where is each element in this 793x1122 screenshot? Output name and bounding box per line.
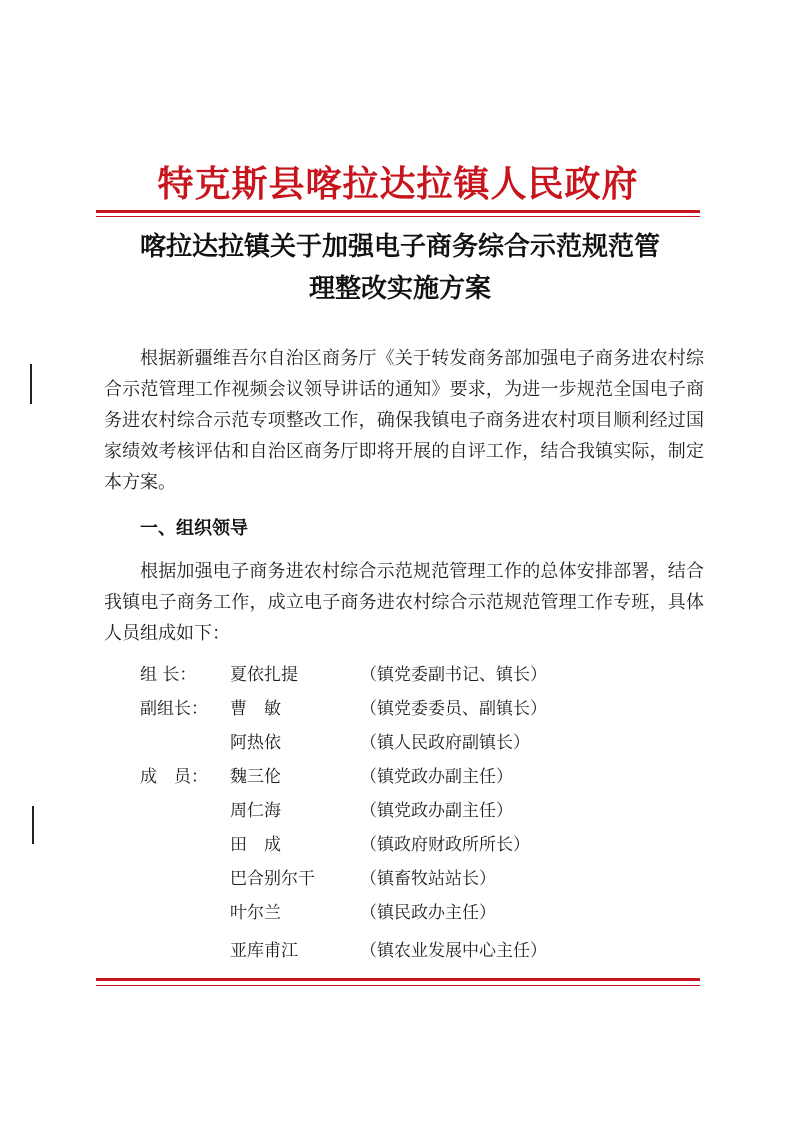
member-post: （镇农业发展中心主任） <box>360 941 547 961</box>
member-post: （镇民政办主任） <box>360 903 496 923</box>
organization-paragraph: 根据加强电子商务进农村综合示范规范管理工作的总体安排部署，结合我镇电子商务工作，成立电子商务进农村综合示范规范管理工作专班，具体人员组成如下： <box>104 561 704 644</box>
member-post: （镇畜牧站站长） <box>360 869 496 889</box>
member-name: 亚库甫江 <box>230 941 298 961</box>
member-post: （镇政府财政所所长） <box>360 835 530 855</box>
intro-paragraph-block <box>104 343 704 498</box>
member-name: 田 成 <box>230 835 281 855</box>
member-name: 阿热依 <box>230 733 281 753</box>
member-name: 夏依扎提 <box>230 665 298 685</box>
member-post: （镇党委副书记、镇长） <box>360 665 547 685</box>
section-heading-organization: 一、组织领导 <box>140 518 248 539</box>
margin-mark-bottom <box>32 806 34 844</box>
member-name: 叶尔兰 <box>230 903 281 923</box>
footer-rule-thick <box>96 978 700 981</box>
member-row <box>140 934 660 968</box>
member-row <box>140 658 660 692</box>
member-name: 曹 敏 <box>230 699 281 719</box>
member-post: （镇党委委员、副镇长） <box>360 699 547 719</box>
member-row <box>140 794 660 828</box>
member-name: 巴合别尔干 <box>230 869 315 889</box>
member-post: （镇党政办副主任） <box>360 801 513 821</box>
member-row <box>140 828 660 862</box>
member-name: 周仁海 <box>230 801 281 821</box>
organization-paragraph-block <box>104 556 704 649</box>
member-row <box>140 692 660 726</box>
document-title <box>80 226 720 310</box>
member-role: 副组长： <box>140 699 208 719</box>
masthead-rule-thick <box>96 210 700 213</box>
document-title-line1: 喀拉达拉镇关于加强电子商务综合示范规范管 <box>139 232 660 262</box>
member-list <box>140 658 660 968</box>
masthead-rule-thin <box>96 216 700 217</box>
member-row <box>140 760 660 794</box>
member-row <box>140 862 660 896</box>
member-post: （镇人民政府副镇长） <box>360 733 530 753</box>
member-row <box>140 726 660 760</box>
member-row <box>140 896 660 930</box>
member-post: （镇党政办副主任） <box>360 767 513 787</box>
document-title-line2: 理整改实施方案 <box>308 274 491 304</box>
masthead-title: 特克斯县喀拉达拉镇人民政府 <box>157 163 639 205</box>
footer-rule-thin <box>96 985 700 986</box>
member-role: 成 员： <box>140 767 208 787</box>
member-role: 组 长： <box>140 665 197 685</box>
margin-mark-top <box>30 364 32 404</box>
intro-paragraph: 根据新疆维吾尔自治区商务厅《关于转发商务部加强电子商务进农村综合示范管理工作视频会议领导讲话的通知》要求，为进一步规范全国电子商务进农村综合示范专项整改工作，确保我镇电子商务进农村项目顺利经过国家绩效考核评估和自治区商务厅即将开展的自评工作，结合我镇实际，制定本方案。 <box>104 348 704 493</box>
member-name: 魏三伦 <box>230 767 281 787</box>
